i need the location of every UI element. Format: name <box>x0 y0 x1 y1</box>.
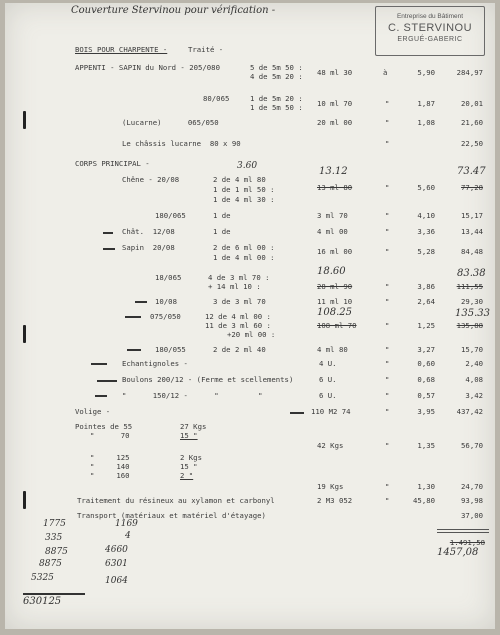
corps-180065-total: 15,17 <box>461 211 483 220</box>
calc-right-5: 1064 <box>105 576 128 586</box>
corps-180055-total: 15,70 <box>461 345 483 354</box>
corps-18065-desc: 18/065 <box>155 273 182 282</box>
corps-boulons-ditto: " <box>385 375 390 384</box>
annotation-chene-total: 73.47 <box>457 166 486 177</box>
row-80065-desc: 80/065 <box>203 94 230 103</box>
corps-chat-total: 13,44 <box>461 227 483 236</box>
pointes-line-4: " 140 <box>90 462 130 471</box>
tick-6 <box>91 363 107 365</box>
corps-180055-qty: 4 ml 80 <box>317 345 348 354</box>
corps-chat-qty: 4 ml 00 <box>317 227 348 236</box>
corps-1008-dims: 3 de 3 ml 70 <box>213 297 266 306</box>
annotation-h1: 18.60 <box>317 266 346 277</box>
corps-1008-qty: 11 ml 10 <box>317 297 353 306</box>
corps-180065-desc: 180/065 <box>155 211 186 220</box>
pointes-line-2: " 70 <box>90 431 130 440</box>
corps-echant-pu: 0,60 <box>417 359 435 368</box>
section-suffix: Traité - <box>188 45 224 54</box>
corps-boulons-desc: Boulons 200/12 - (Ferme et scellements) <box>122 375 294 384</box>
row-80065-dims1: 1 de 5m 20 : <box>250 94 303 103</box>
corps-18065-dims: 4 de 3 ml 70 : <box>208 273 270 282</box>
calc-left-5: 5325 <box>31 573 54 583</box>
pointes-line-5-kg: 2 " <box>180 471 194 480</box>
corps-boulons-qty: 6 U. <box>319 375 337 384</box>
tick-1 <box>103 232 113 234</box>
calc-left-2: 335 <box>45 533 63 543</box>
traitement-pu: 45,80 <box>413 496 435 505</box>
tick-3 <box>135 301 147 303</box>
pointes-ditto2: " <box>385 482 390 491</box>
row-appenti-desc: APPENTI - SAPIN du Nord - 205/080 <box>75 63 220 72</box>
corps-075050-dims: 12 de 4 ml 00 : <box>205 312 271 321</box>
volige-pu: 3,95 <box>417 407 435 416</box>
corps-chene-dims3: 1 de 4 ml 30 : <box>213 195 275 204</box>
tick-9 <box>290 412 304 414</box>
margin-mark-2 <box>23 325 26 343</box>
corps-boulons2-total: 3,42 <box>465 391 483 400</box>
pointes-line-3: " 125 <box>90 453 130 462</box>
corps-18065-dims2: + 14 ml 10 : <box>208 282 261 291</box>
calc-left-3: 8875 <box>45 547 68 557</box>
stamp-city: ERGUÉ-GABERIC <box>397 36 463 43</box>
margin-mark-3 <box>23 491 26 509</box>
row-80065-qty: 10 ml 70 <box>317 99 353 108</box>
corps-180055-desc: 180/055 <box>155 345 186 354</box>
annotation-chene-top: 3.60 <box>237 161 258 171</box>
pointes-pu2: 1,30 <box>417 482 435 491</box>
corps-18065-qty: 28 ml 90 <box>317 282 353 291</box>
corps-sapin-dims2: 1 de 4 ml 00 : <box>213 253 275 262</box>
pointes-pu1: 1,35 <box>417 441 435 450</box>
corps-180065-pu: 4,10 <box>417 211 435 220</box>
row-80065-total: 20,01 <box>461 99 483 108</box>
corps-chene-dims: 2 de 4 ml 80 <box>213 175 266 184</box>
corps-chat-desc: Chât. 12/08 <box>122 227 175 236</box>
calc-left-1: 1775 <box>43 519 66 529</box>
volige-qty: 110 M2 74 <box>311 407 351 416</box>
corps-180065-dims: 1 de <box>213 211 231 220</box>
corps-echant-ditto: " <box>385 359 390 368</box>
pointes-ditto1: " <box>385 441 390 450</box>
pointes-line-3-kg: 2 Kgs <box>180 453 202 462</box>
row-chassis-desc: Le châssis lucarne 80 x 90 <box>122 139 241 148</box>
section-heading: BOIS POUR CHARPENTE - <box>75 45 168 54</box>
handwritten-title: Couverture Stervinou pour vérification - <box>71 5 276 16</box>
corps-boulons2-ditto: " <box>385 391 390 400</box>
corps-boulons2-pu: 0,57 <box>417 391 435 400</box>
transport-desc: Transport (matériaux et matériel d'étayage) <box>77 511 266 520</box>
pointes-qty1: 42 Kgs <box>317 441 344 450</box>
company-stamp <box>375 6 485 56</box>
pointes-total2: 24,70 <box>461 482 483 491</box>
row-lucarne-pu: 1,08 <box>417 118 435 127</box>
annotation-chene-qty: 13.12 <box>319 166 348 177</box>
corps-18065-ditto: " <box>385 282 390 291</box>
pointes-qty2: 19 Kgs <box>317 482 344 491</box>
pointes-line-1: Pointes de 55 <box>75 422 133 431</box>
corps-echant-qty: 4 U. <box>319 359 337 368</box>
tick-5 <box>127 349 141 351</box>
corps-chene-pu: 5,60 <box>417 183 435 192</box>
corps-sapin-total: 84,48 <box>461 247 483 256</box>
corps-chene-dims2: 1 de 1 ml 50 : <box>213 185 275 194</box>
row-appenti-dims2: 4 de 5m 20 : <box>250 72 303 81</box>
calc-right-3: 4660 <box>105 545 128 555</box>
corps-1008-ditto: " <box>385 297 390 306</box>
corps-075050-total: 135,88 <box>456 321 483 330</box>
pointes-total1: 56,70 <box>461 441 483 450</box>
row-appenti-dims1: 5 de 5m 50 : <box>250 63 303 72</box>
corps-chat-dims: 1 de <box>213 227 231 236</box>
traitement-ditto: " <box>385 496 390 505</box>
row-chassis-total: 22,50 <box>461 139 483 148</box>
traitement-qty: 2 M3 052 <box>317 496 353 505</box>
corps-sapin-ditto: " <box>385 247 390 256</box>
corps-chene-total: 77,28 <box>461 183 483 192</box>
calc-right-2: 4 <box>125 531 131 541</box>
row-80065-pu: 1,87 <box>417 99 435 108</box>
row-appenti-total: 284,97 <box>456 68 483 77</box>
corps-18065-pu: 3,86 <box>417 282 435 291</box>
corps-heading: CORPS PRINCIPAL - <box>75 159 150 168</box>
tick-7 <box>97 380 117 382</box>
corps-075050-qty: 108 ml 70 <box>317 321 357 330</box>
traitement-total: 93,98 <box>461 496 483 505</box>
calc-left-6: 630125 <box>23 596 62 607</box>
calc-left-rule <box>23 593 85 595</box>
corps-075050-dims3: +20 ml 00 : <box>227 330 276 339</box>
annotation-h2: 108.25 <box>317 307 352 318</box>
transport-total: 37,00 <box>461 511 483 520</box>
corps-1008-total: 29,30 <box>461 297 483 306</box>
pointes-line-1-kg: 27 Kgs <box>180 422 207 431</box>
stamp-line-1: Entreprise du Bâtiment <box>396 13 464 20</box>
corps-180055-dims: 2 de 2 ml 40 <box>213 345 266 354</box>
corps-sapin-dims: 2 de 6 ml 00 : <box>213 243 275 252</box>
corps-boulons2-desc: " 150/12 - " " <box>122 391 263 400</box>
corps-echant-total: 2,40 <box>465 359 483 368</box>
volige-desc: Volige - <box>75 407 111 416</box>
corps-180055-pu: 3,27 <box>417 345 435 354</box>
document-page <box>5 3 495 629</box>
row-appenti-unit: à <box>383 68 388 77</box>
corps-075050-desc: 075/050 <box>150 312 181 321</box>
total-rule-2 <box>437 532 489 533</box>
corps-18065-total: 111,55 <box>456 282 483 291</box>
row-appenti-pu: 5,90 <box>417 68 435 77</box>
corps-chene-desc: Chêne - 20/08 <box>122 175 180 184</box>
corps-chene-qty: 13 ml 80 <box>317 183 353 192</box>
stamp-company-name: C. STERVINOU <box>387 22 473 34</box>
traitement-desc: Traitement du résineux au xylamon et carbonyl <box>77 496 275 505</box>
row-80065-ditto: " <box>385 99 390 108</box>
corps-1008-pu: 2,64 <box>417 297 435 306</box>
calc-right-1: 1169 <box>115 519 138 529</box>
annotation-h1-total: 83.38 <box>457 268 486 279</box>
pointes-line-2-kg: 15 " <box>180 431 198 440</box>
corps-180055-ditto: " <box>385 345 390 354</box>
volige-ditto: " <box>385 407 390 416</box>
corps-boulons-total: 4,08 <box>465 375 483 384</box>
row-lucarne-total: 21,60 <box>461 118 483 127</box>
row-lucarne-ditto: " <box>385 118 390 127</box>
margin-mark-1 <box>23 111 26 129</box>
row-lucarne-qty: 20 ml 00 <box>317 118 353 127</box>
corps-075050-ditto: " <box>385 321 390 330</box>
calc-left-4: 8875 <box>39 559 62 569</box>
corps-sapin-pu: 5,28 <box>417 247 435 256</box>
row-chassis-ditto: " <box>385 139 390 148</box>
tick-8 <box>95 395 107 397</box>
total-rule-1 <box>437 529 489 530</box>
row-80065-dims2: 1 de 5m 50 : <box>250 103 303 112</box>
corps-chat-pu: 3,36 <box>417 227 435 236</box>
row-appenti-qty: 48 ml 30 <box>317 68 353 77</box>
calc-right-4: 6301 <box>105 559 128 569</box>
corps-boulons2-qty: 6 U. <box>319 391 337 400</box>
pointes-line-4-kg: 15 " <box>180 462 198 471</box>
corps-boulons-pu: 0,68 <box>417 375 435 384</box>
pointes-line-5: " 160 <box>90 471 130 480</box>
corps-180065-ditto: " <box>385 211 390 220</box>
tick-2 <box>103 248 115 250</box>
corps-075050-dims2: 11 de 3 ml 60 : <box>205 321 271 330</box>
corps-sapin-desc: Sapin 20/08 <box>122 243 175 252</box>
corps-echant-desc: Echantignoles - <box>122 359 188 368</box>
corps-1008-desc: 10/08 <box>155 297 177 306</box>
row-lucarne-desc: (Lucarne) 065/050 <box>122 118 219 127</box>
corps-sapin-qty: 16 ml 00 <box>317 247 353 256</box>
tick-4 <box>125 316 141 318</box>
annotation-h2-total: 135.33 <box>455 308 490 319</box>
grand-total-printed: 1.491,58 <box>449 538 485 547</box>
corps-180065-qty: 3 ml 70 <box>317 211 348 220</box>
volige-total: 437,42 <box>456 407 483 416</box>
corps-chat-ditto: " <box>385 227 390 236</box>
corps-chene-ditto: " <box>385 183 390 192</box>
corps-075050-pu: 1,25 <box>417 321 435 330</box>
grand-total-handwritten: 1457,08 <box>437 547 479 558</box>
